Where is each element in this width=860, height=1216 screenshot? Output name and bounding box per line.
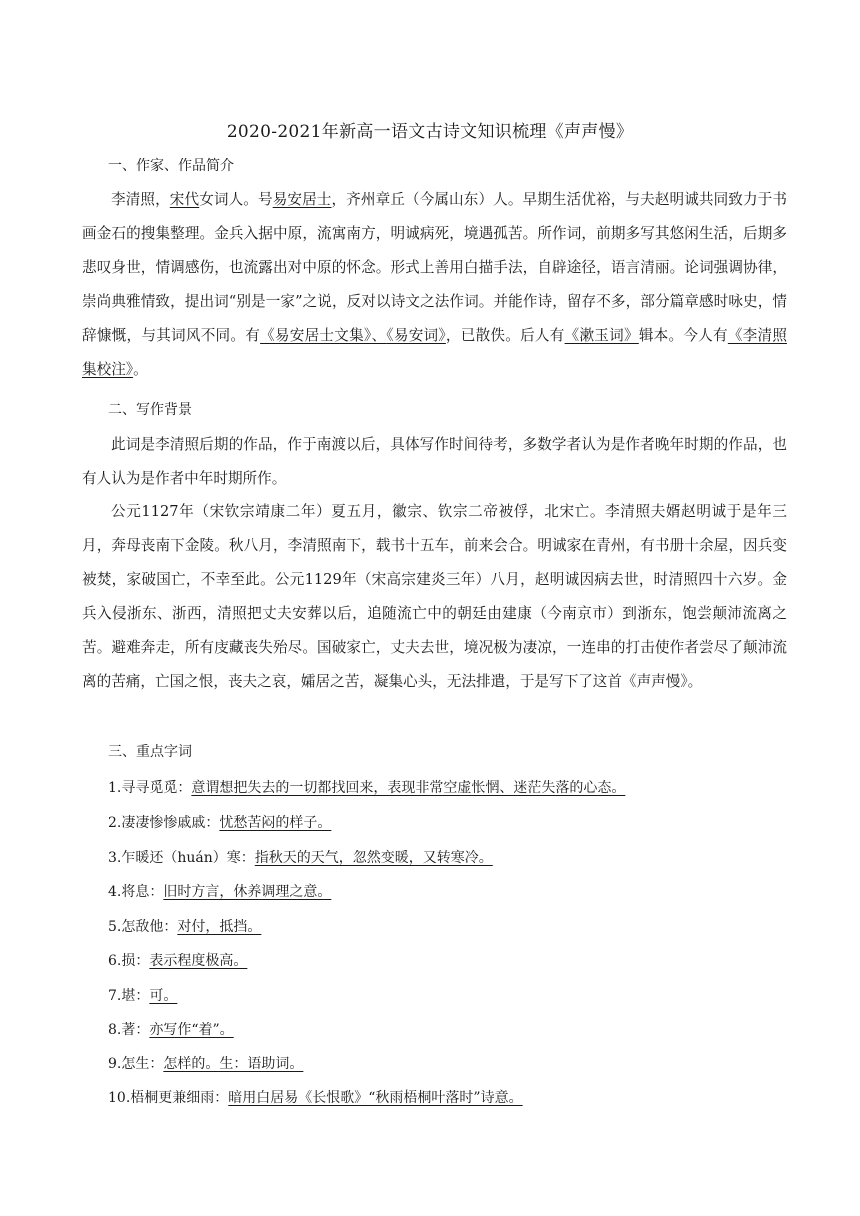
vocab-term: 4.将息：	[108, 884, 164, 900]
vocab-definition: 怎样的。生：语助词。	[163, 1056, 304, 1072]
vocab-definition: 可。	[149, 988, 178, 1004]
text-span: ，齐州章丘（今属山东）人。早期生活优裕，与夫赵明诚共同致力于书画金石的搜集整理。金兵入据中原，流寓南方，明诚病死，境遇孤苦。所作词，前期多写其悠闲生活，后期多悲叹身世，情调感伤，也流露出对中原的怀念。形式上善用白描手法，自辟途径，语言清丽。论词强调协律，崇尚典雅情致，提出词“别是一家”之说，反对以诗文之法作词。并能作诗，留存不多，部分篇章感时咏史，情辞慷慨，与其词风不同。有	[82, 191, 787, 344]
vocab-item	[108, 985, 177, 1005]
dynasty-term: 宋代	[169, 191, 200, 208]
vocab-item	[108, 950, 247, 970]
vocab-term: 6.损：	[108, 953, 150, 969]
vocab-term: 5.怎敌他：	[108, 919, 178, 935]
vocab-item	[108, 1053, 303, 1073]
book-title: 《漱玉词》	[564, 327, 639, 344]
book-title: 《易安居士文集》	[260, 327, 372, 344]
book-title: 《李清照集校注》	[82, 327, 787, 378]
vocab-definition: 亦写作“着”。	[149, 1022, 234, 1038]
section-heading-background: 二、写作背景	[108, 402, 192, 418]
vocab-definition: 表示程度极高。	[149, 953, 248, 969]
document-title: 2020-2021年新高一语文古诗文知识梳理《声声慢》	[226, 122, 634, 142]
section-heading-author: 一、作家、作品简介	[108, 158, 234, 174]
section-heading-vocabulary: 三、重点字词	[108, 744, 192, 760]
book-title: 《易安词》	[386, 327, 446, 344]
vocab-definition: 对付，抵挡。	[177, 919, 262, 935]
vocab-definition: 指秋天的天气，忽然变暖，又转寒冷。	[254, 850, 493, 866]
separator: 、	[371, 327, 387, 344]
vocab-item	[108, 777, 625, 797]
vocab-definition: 旧时方言，休养调理之意。	[163, 884, 332, 900]
vocab-item	[108, 847, 493, 867]
text-span: 。	[133, 361, 148, 378]
background-paragraph-2: 公元1127年（宋钦宗靖康二年）夏五月，徽宗、钦宗二帝被俘，北宋亡。李清照夫婿赵明诚于是年三月，奔母丧南下金陵。秋八月，李清照南下，载书十五车，前来会合。明诚家在青州，有书册十余屋，因兵变被焚，家破国亡，不幸至此。公元1129年（宋高宗建炎三年）八月，赵明诚因病去世，时清照四十六岁。金兵入侵浙东、浙西，清照把丈夫安葬以后，追随流亡中的朝廷由建康（今南京市）到浙东，饱尝颠沛流离之苦。避难奔走，所有庋藏丧失殆尽。国破家亡，丈夫去世，境况极为凄凉，一连串的打击使作者尝尽了颠沛流离的苦痛，亡国之恨，丧夫之哀，孀居之苦，凝集心头，无法排遣，于是写下了这首《声声慢》。	[82, 503, 787, 690]
vocab-item	[108, 881, 331, 901]
vocab-term: 1.寻寻觅觅：	[108, 780, 192, 796]
pen-name-term: 易安居士	[272, 191, 332, 208]
author-intro-paragraph	[82, 183, 787, 387]
vocab-term: 7.堪：	[108, 988, 150, 1004]
text-span: 辑本。今人有	[638, 327, 728, 344]
vocab-term: 8.著：	[108, 1022, 150, 1038]
vocab-definition: 意谓想把失去的一切都找回来，表现非常空虚怅惘、迷茫失落的心态。	[191, 780, 626, 796]
background-paragraph-1: 此词是李清照后期的作品，作于南渡以后，具体写作时间待考，多数学者认为是作者晚年时期的作品，也有人认为是作者中年时期所作。	[82, 436, 787, 487]
vocab-term: 2.凄凄惨惨戚戚：	[108, 815, 220, 831]
vocab-term: 3.乍暖还（huán）寒：	[108, 850, 255, 866]
vocab-item	[108, 1019, 234, 1039]
vocab-item	[108, 812, 331, 832]
text-span: 李清照，	[111, 191, 170, 208]
vocab-item	[108, 916, 261, 936]
text-span: 女词人。号	[199, 191, 273, 208]
vocab-definition: 忧愁苦闷的样子。	[219, 815, 332, 831]
vocab-term: 10.梧桐更兼细雨：	[108, 1090, 229, 1106]
vocab-definition: 暗用白居易《长恨歌》“秋雨梧桐叶落时”诗意。	[228, 1090, 523, 1106]
vocab-term: 9.怎生：	[108, 1056, 164, 1072]
vocab-item	[108, 1087, 523, 1107]
text-span: ，已散佚。后人有	[445, 327, 565, 344]
